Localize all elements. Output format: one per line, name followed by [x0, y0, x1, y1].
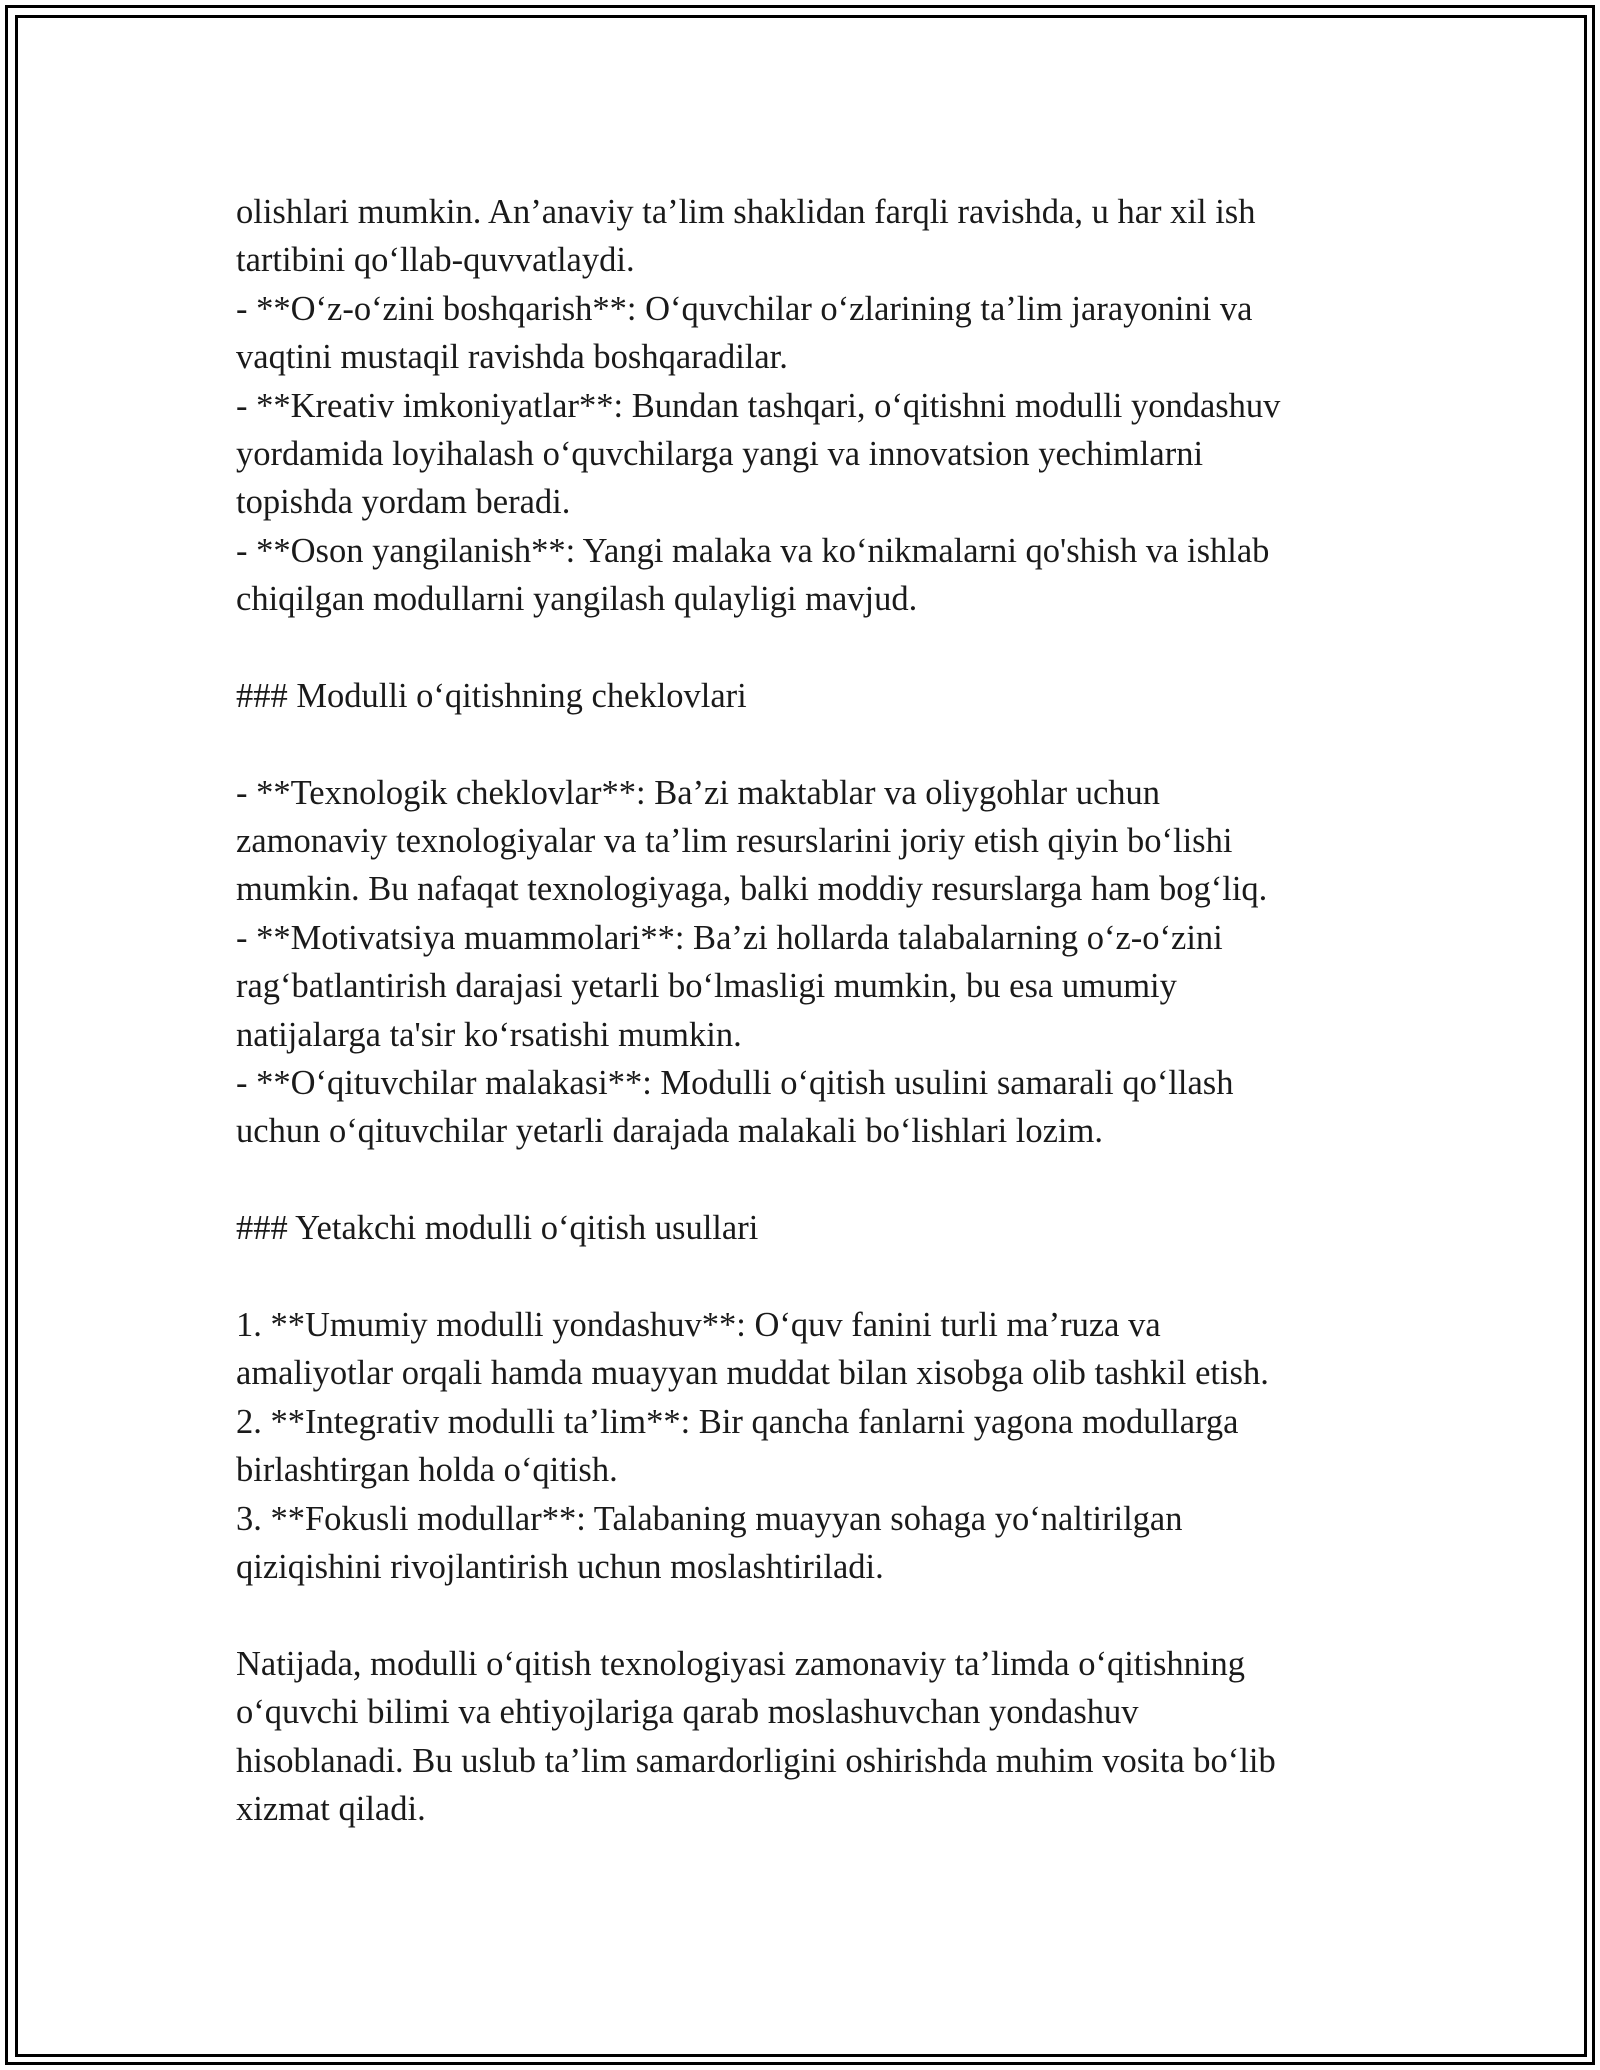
blank-line: [236, 1591, 1376, 1639]
blank-line: [236, 1156, 1376, 1204]
limitations-list: [236, 769, 1376, 1156]
text-line: - **Texnologik cheklovlar**: Ba’zi maktablar va oliygohlar uchun: [236, 773, 1161, 812]
text-line: - **O‘z-o‘zini boshqarish**: O‘quvchilar o‘zlarining ta’lim jarayonini va: [236, 289, 1253, 328]
text-line: o‘quvchi bilimi va ehtiyojlariga qarab moslashuvchan yondashuv: [236, 1693, 1139, 1732]
text-line: yordamida loyihalash o‘quvchilarga yangi va innovatsion yechimlarni: [236, 434, 1204, 473]
section-heading: ### Modulli o‘qitishning cheklovlari: [236, 676, 747, 715]
text-line: - **Kreativ imkoniyatlar**: Bundan tashqari, o‘qitishni modulli yondashuv: [236, 386, 1281, 425]
text-line: 2. **Integrativ modulli ta’lim**: Bir qancha fanlarni yagona modullarga: [236, 1402, 1239, 1441]
blank-line: [236, 624, 1376, 672]
blank-line: [236, 720, 1376, 768]
methods-list: [236, 1301, 1376, 1591]
text-line: natijalarga ta'sir ko‘rsatishi mumkin.: [236, 1015, 742, 1054]
text-line: - **Motivatsiya muammolari**: Ba’zi hollarda talabalarning o‘z-o‘zini: [236, 918, 1223, 957]
text-line: vaqtini mustaqil ravishda boshqaradilar.: [236, 338, 788, 377]
text-line: birlashtirgan holda o‘qitish.: [236, 1451, 618, 1490]
conclusion-paragraph: [236, 1640, 1376, 1834]
text-line: tartibini qo‘llab-quvvatlaydi.: [236, 241, 635, 280]
text-line: zamonaviy texnologiyalar va ta’lim resurslarini joriy etish qiyin bo‘lishi: [236, 822, 1233, 861]
section-heading: ### Yetakchi modulli o‘qitish usullari: [236, 1209, 759, 1248]
heading-limitations: [236, 672, 1376, 720]
text-line: olishlari mumkin. An’anaviy ta’lim shaklidan farqli ravishda, u har xil ish: [236, 193, 1256, 231]
text-line: Natijada, modulli o‘qitish texnologiyasi zamonaviy ta’limda o‘qitishning: [236, 1644, 1245, 1683]
text-line: mumkin. Bu nafaqat texnologiyaga, balki moddiy resurslarga ham bog‘liq.: [236, 870, 1268, 909]
text-line: amaliyotlar orqali hamda muayyan muddat bilan xisobga olib tashkil etish.: [236, 1354, 1269, 1393]
text-line: 1. **Umumiy modulli yondashuv**: O‘quv fanini turli ma’ruza va: [236, 1305, 1161, 1344]
text-line: xizmat qiladi.: [236, 1789, 426, 1828]
heading-methods: [236, 1204, 1376, 1252]
text-line: 3. **Fokusli modullar**: Talabaning muayyan sohaga yo‘naltirilgan: [236, 1499, 1183, 1538]
blank-line: [236, 1253, 1376, 1301]
text-line: topishda yordam beradi.: [236, 483, 571, 522]
text-line: chiqilgan modullarni yangilash qulayligi mavjud.: [236, 580, 918, 619]
intro-paragraph-tail: [236, 188, 1376, 624]
document-body: [236, 188, 1376, 1833]
text-line: rag‘batlantirish darajasi yetarli bo‘lmasligi mumkin, bu esa umumiy: [236, 967, 1177, 1006]
text-line: - **O‘qituvchilar malakasi**: Modulli o‘qitish usulini samarali qo‘llash: [236, 1064, 1234, 1103]
text-line: uchun o‘qituvchilar yetarli darajada malakali bo‘lishlari lozim.: [236, 1112, 1103, 1151]
text-line: - **Oson yangilanish**: Yangi malaka va ko‘nikmalarni qo'shish va ishlab: [236, 531, 1270, 570]
text-line: hisoblanadi. Bu uslub ta’lim samardorligini oshirishda muhim vosita bo‘lib: [236, 1741, 1276, 1780]
text-line: qiziqishini rivojlantirish uchun moslashtiriladi.: [236, 1547, 884, 1586]
